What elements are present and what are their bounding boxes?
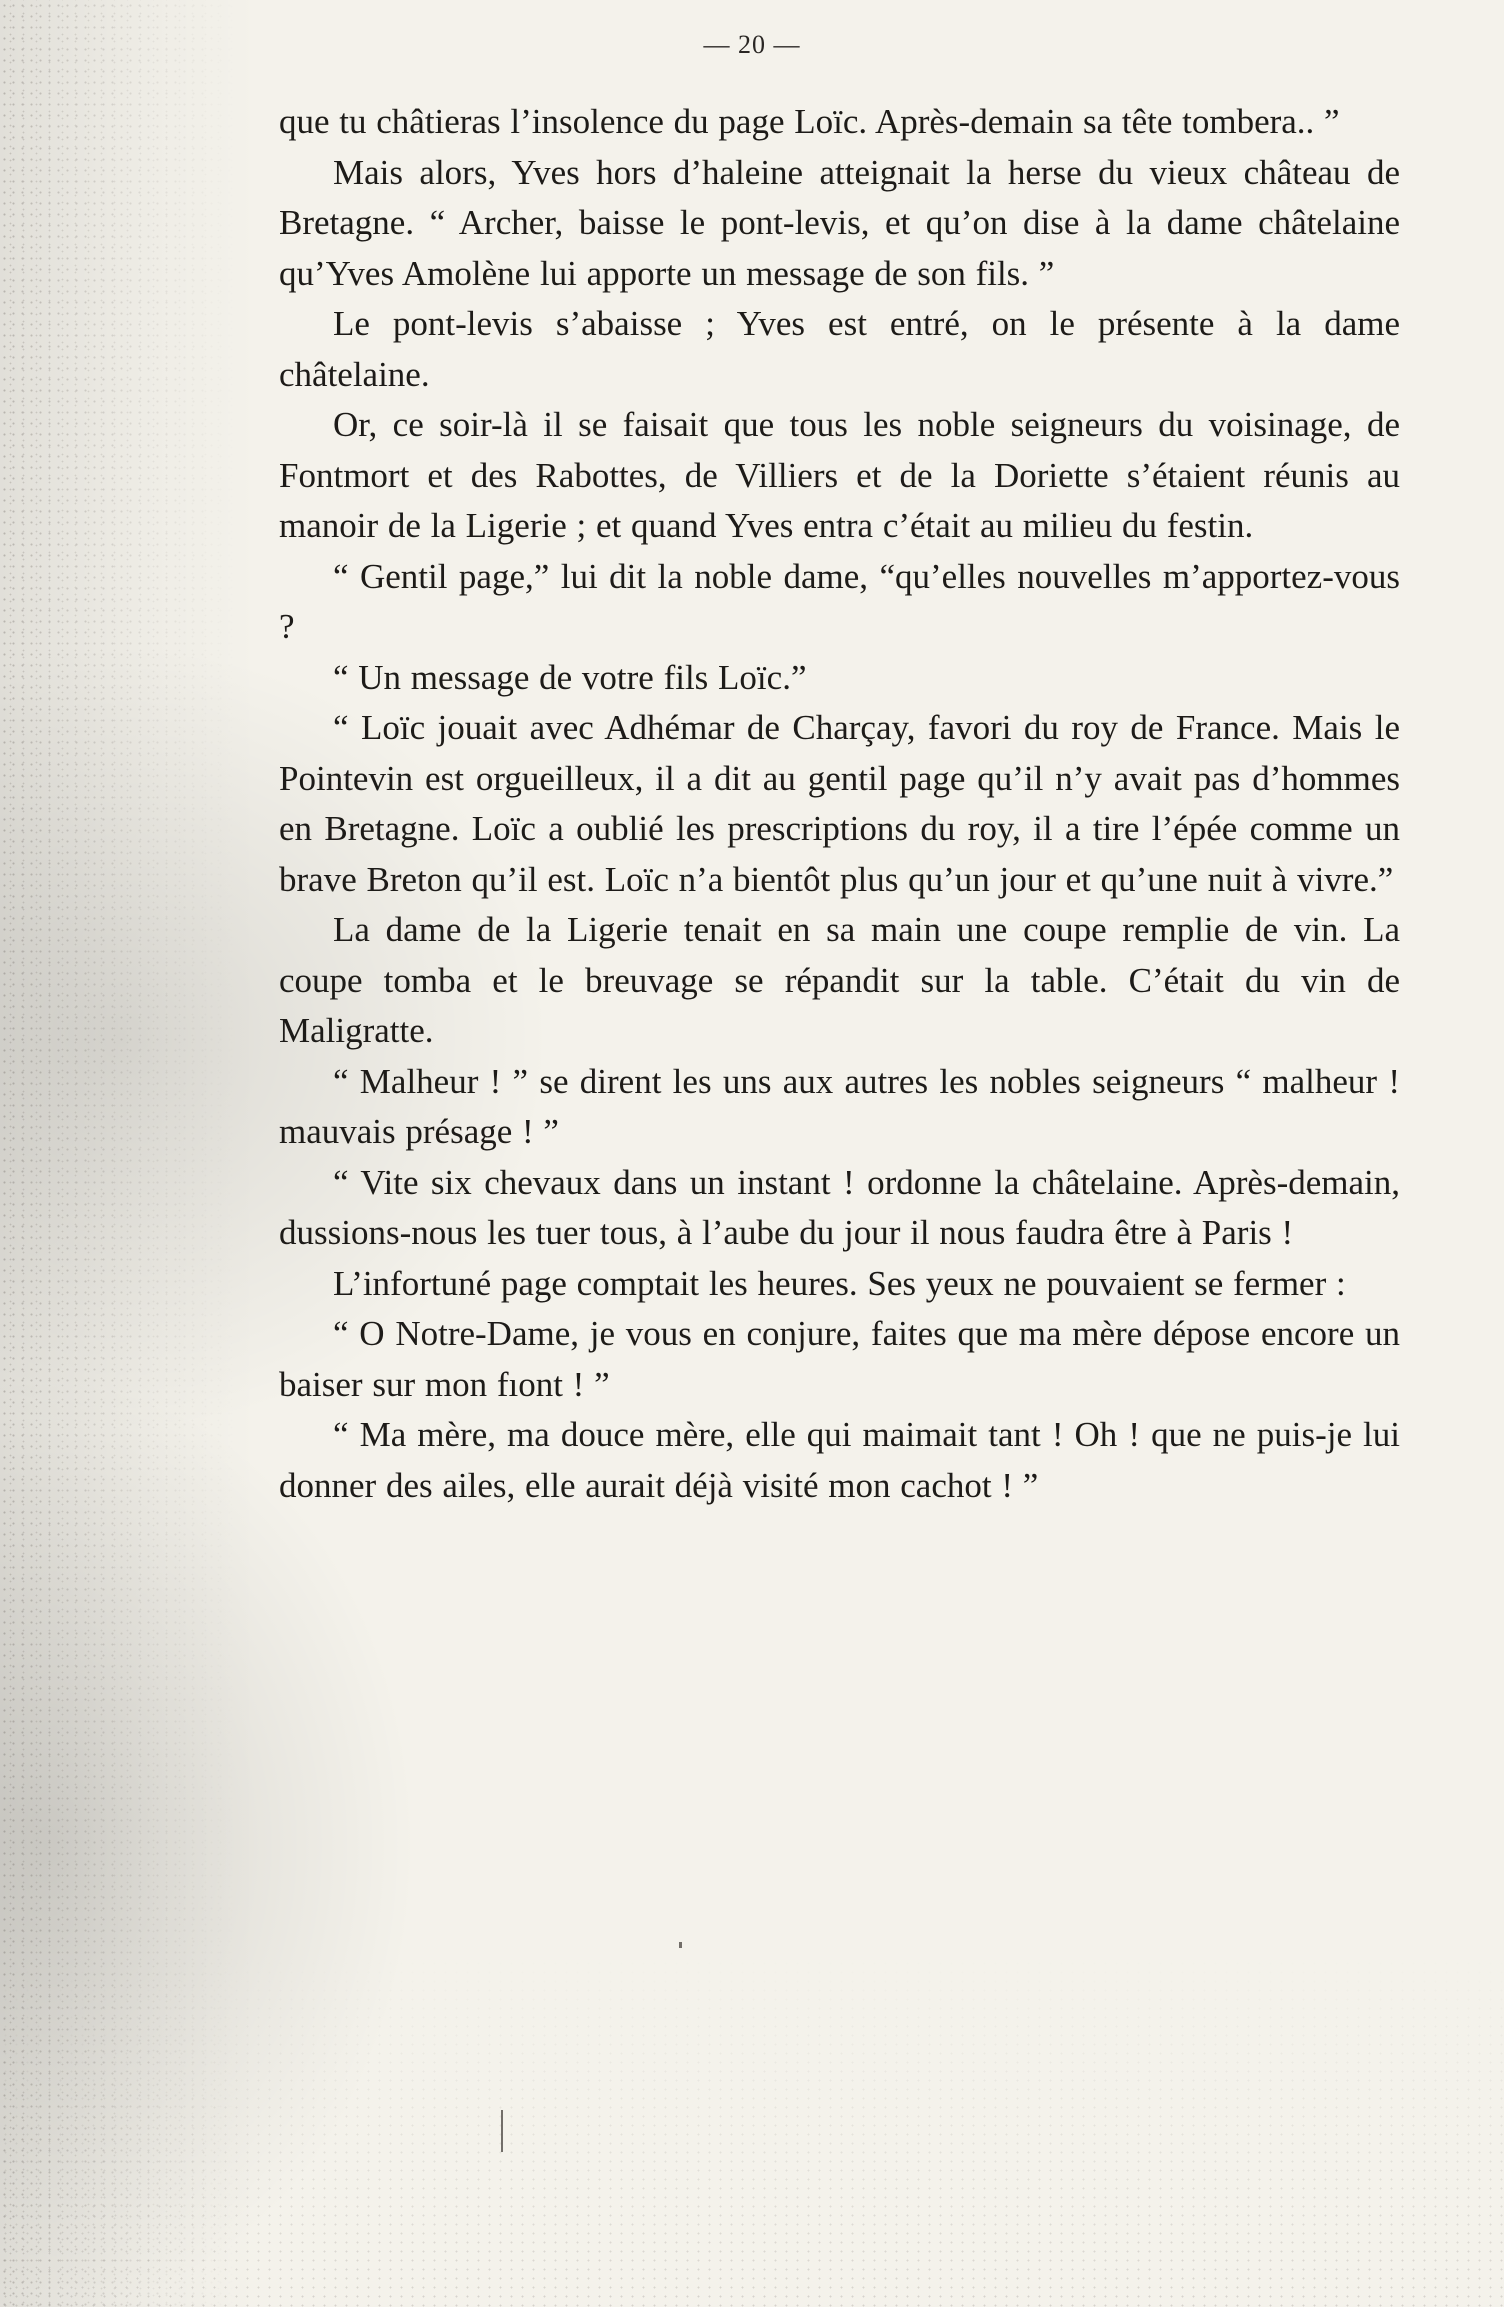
body-text bbox=[279, 97, 1400, 1511]
paragraph-3: Le pont-levis s’abaisse ; Yves est entré, on le présente à la dame châtelaine. bbox=[279, 304, 1400, 394]
stray-ink-mark bbox=[501, 2110, 503, 2152]
page-number: — 20 — bbox=[703, 30, 801, 59]
paragraph-11: L’infortuné page comptait les heures. Ses yeux ne pouvaient se fermer : bbox=[333, 1263, 1346, 1303]
paragraph-1: que tu châtieras l’insolence du page Loïc. Après-demain sa tête tombera.. ” bbox=[279, 102, 1340, 141]
paragraph-6: “ Un message de votre fils Loïc.” bbox=[333, 657, 807, 697]
paragraph-2: Mais alors, Yves hors d’haleine atteignait la herse du vieux château de Bretagne. “ Archer, baisse le pont-levis, et qu’on dise à la dame châtelaine qu’Yves Amolène lui apporte un message de son fils. ” bbox=[279, 152, 1400, 293]
paragraph-4: Or, ce soir-là il se faisait que tous les noble seigneurs du voisinage, de Fontmort et des Rabottes, de Villiers et de la Doriette s’étaient réunis au manoir de la Ligerie ; et quand Yves entra c’était au milieu du festin. bbox=[279, 405, 1400, 545]
paragraph-9: “ Malheur ! ” se dirent les uns aux autres les nobles seigneurs “ malheur ! mauvais présage ! ” bbox=[279, 1061, 1400, 1151]
scan-noise-bottom bbox=[0, 1950, 1504, 2307]
paragraph-13: “ Ma mère, ma douce mère, elle qui maimait tant ! Oh ! que ne puis-je lui donner des ailes, elle aurait déjà visité mon cachot ! ” bbox=[279, 1415, 1400, 1505]
paragraph-5: “ Gentil page,” lui dit la noble dame, “qu’elles nouvelles m’apportez-vous ? bbox=[279, 556, 1400, 646]
stray-ink-dot bbox=[679, 1942, 682, 1948]
paragraph-7: “ Loïc jouait avec Adhémar de Charçay, favori du roy de France. Mais le Pointevin est orgueilleux, il a dit au gentil page qu’il n’y avait pas d’hommes en Bretagne. Loïc a oublié les prescriptions du roy, il a tire l’épée comme un brave Breton qu’il est. Loïc n’a bientôt plus qu’un jour et qu’une nuit à vivre.” bbox=[279, 708, 1400, 899]
paragraph-10: “ Vite six chevaux dans un instant ! ordonne la châtelaine. Après-demain, dussions-nous les tuer tous, à l’aube du jour il nous faudra être à Paris ! bbox=[279, 1162, 1400, 1252]
paragraph-8: La dame de la Ligerie tenait en sa main une coupe remplie de vin. La coupe tomba et le breuvage se répandit sur la table. C’était du vin de Maligratte. bbox=[279, 910, 1400, 1050]
paragraph-12: “ O Notre-Dame, je vous en conjure, faites que ma mère dépose encore un baiser sur mon fıont ! ” bbox=[279, 1314, 1400, 1404]
